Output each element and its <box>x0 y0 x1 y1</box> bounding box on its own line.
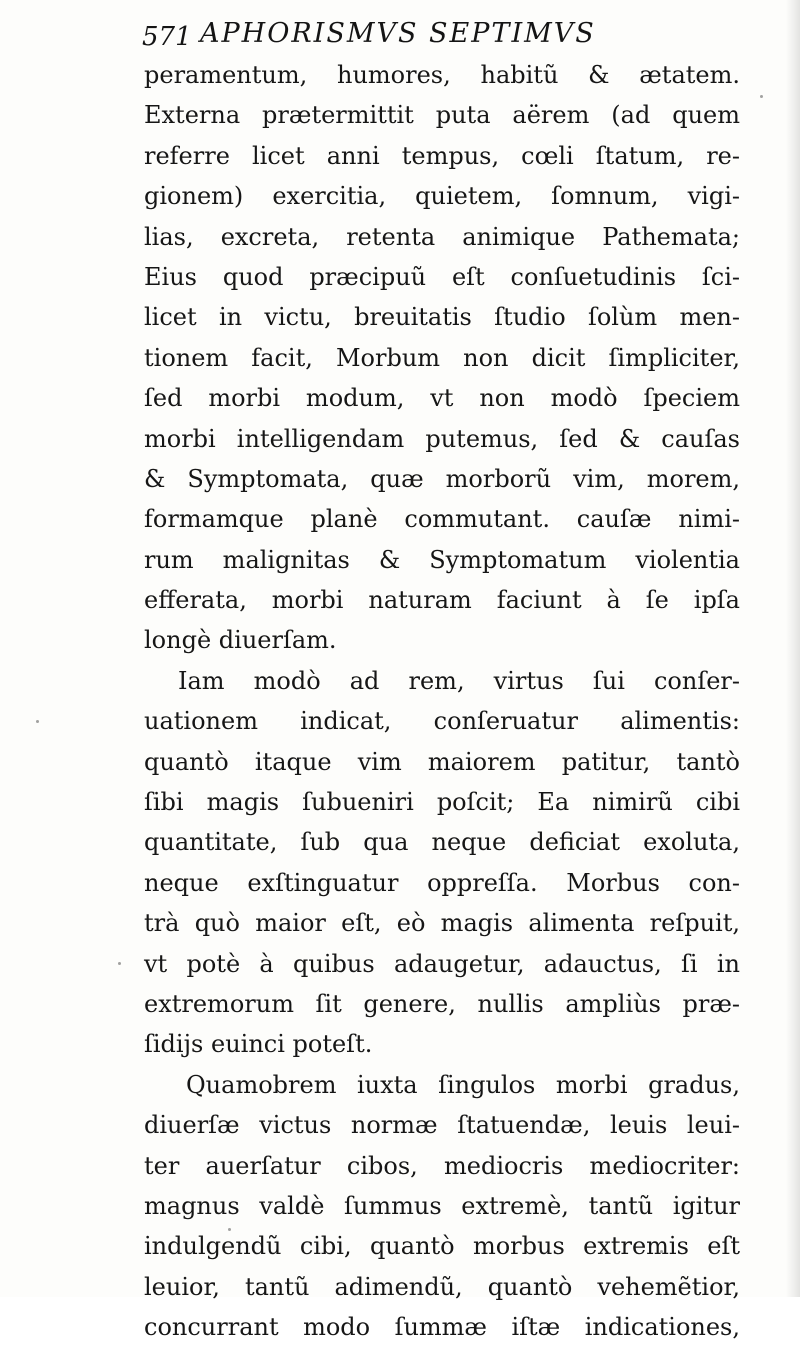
ink-speck <box>36 720 39 723</box>
text-line: uationem indicat, conſeruatur alimentis: <box>144 707 740 736</box>
text-line: gionem) exercitia, quietem, ſomnum, vigi- <box>144 182 740 211</box>
ink-speck <box>760 95 763 98</box>
text-line: ter auerſatur cibos, mediocris mediocriter: <box>144 1151 740 1180</box>
paragraph-start-line: Quamobrem iuxta ſingulos morbi gradus, <box>186 1070 740 1099</box>
text-line: ſidijs euinci poteſt. <box>144 1030 373 1059</box>
text-line: ſibi magis ſubueniri poſcit; Ea nimirũ cibi <box>144 788 740 817</box>
text-line: quantitate, ſub qua neque deficiat exoluta, <box>144 828 740 857</box>
text-line: concurrant modo ſummæ iſtæ indicationes, <box>144 1313 740 1342</box>
text-line: & Symptomata, quæ morborũ vim, morem, <box>144 464 740 493</box>
text-line: Eius quod præcipuũ eſt conſuetudinis ſci- <box>144 262 740 291</box>
text-line: formamque planè commutant. cauſæ nimi- <box>144 505 740 534</box>
text-line: licet in victu, breuitatis ſtudio ſolùm men- <box>144 303 740 332</box>
text-line: extremorum ſit genere, nullis ampliùs præ- <box>144 989 740 1018</box>
page-number: 571 <box>142 22 192 52</box>
text-line: magnus valdè ſummus extremè, tantũ igitur <box>144 1191 740 1220</box>
text-line: longè diuerſam. <box>144 626 337 655</box>
text-line: neque exſtinguatur oppreſſa. Morbus con- <box>144 868 740 897</box>
text-line: diuerſæ victus normæ ſtatuendæ, leuis leui- <box>144 1111 740 1140</box>
text-line: Externa prætermittit puta aërem (ad quem <box>144 101 740 130</box>
text-line: efferata, morbi naturam faciunt à ſe ipſa <box>144 586 740 615</box>
text-line: morbi intelligendam putemus, ſed & cauſas <box>144 424 740 453</box>
ink-speck <box>118 962 121 965</box>
text-line: vt potè à quibus adaugetur, adauctus, ſi in <box>144 949 740 978</box>
paragraph-start-line: Iam modò ad rem, virtus ſui conſer- <box>178 666 740 695</box>
text-line: peramentum, humores, habitũ & ætatem. <box>144 61 740 89</box>
text-line: ſed morbi modum, vt non modò ſpeciem <box>144 384 740 413</box>
text-line: tionem facit, Morbum non dicit ſimpliciter, <box>144 343 740 372</box>
running-title: APHORISMVS SEPTIMVS <box>200 18 596 49</box>
text-line: rum malignitas & Symptomatum violentia <box>144 545 740 574</box>
body-text <box>144 55 740 1348</box>
text-line: trà quò maior eſt, eò magis alimenta reſpuit, <box>144 909 740 938</box>
text-line: lias, excreta, retenta animique Pathemata; <box>144 222 740 251</box>
text-line: quantò itaque vim maiorem patitur, tantò <box>144 747 740 776</box>
text-line: referre licet anni tempus, cœli ſtatum, re- <box>144 141 740 170</box>
page-edge-shadow <box>786 0 800 1297</box>
text-line: indulgendũ cibi, quantò morbus extremis eſt <box>144 1232 740 1261</box>
text-line: leuior, tantũ adimendũ, quantò vehemẽtior, <box>144 1272 740 1301</box>
